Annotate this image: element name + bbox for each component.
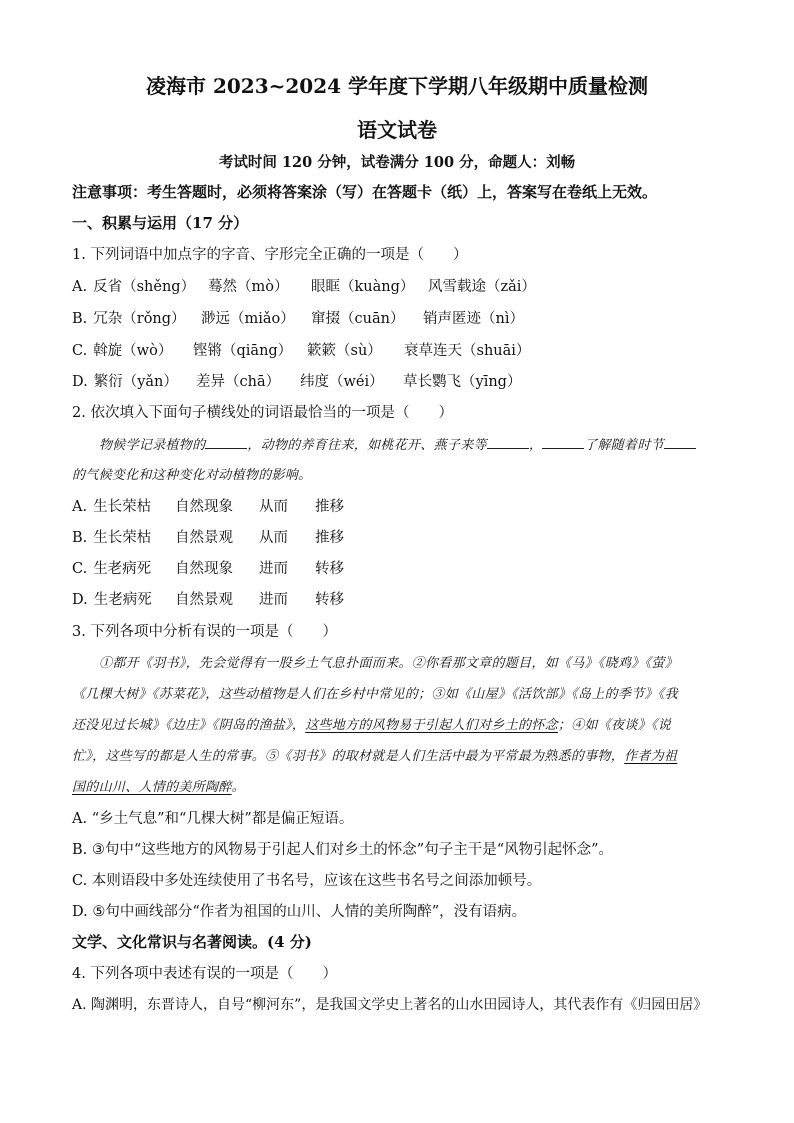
underlined-sentence: 国的山川、人情的美所陶醉 (72, 780, 232, 795)
q3-option-d: D. ⑤句中画线部分“作者为祖国的山川、人情的美所陶醉”，没有语病。 (72, 904, 527, 920)
q2-option-b-item: 自然景观 (175, 530, 233, 546)
q1-option-c-item: 簌簌（sù） (307, 343, 382, 359)
q1-option-b: B. 冗杂（rǒng） (72, 311, 186, 327)
q3-passage-line-4: 忙》，这些写的都是人生的常事。⑤《羽书》的取材就是人们生活中最为平常最为熟悉的事物，作者为祖 (72, 749, 678, 764)
q2-option-b-item: 推移 (315, 530, 344, 546)
q2-option-d: D. 生老病死 (72, 592, 152, 608)
question-3-stem: 3. 下列各项中分析有误的一项是（ ） (72, 624, 337, 640)
q2-option-b: B. 生长荣枯 (72, 530, 152, 546)
q2-option-a-item: 推移 (315, 499, 344, 515)
q1-option-c-item: 衰草连天（shuāi） (404, 343, 531, 359)
section-heading: 文学、文化常识与名著阅读。(4 分) (72, 933, 312, 951)
q3-option-a: A. “乡土气息”和“几棵大树”都是偏正短语。 (72, 811, 354, 827)
exam-subtitle: 语文试卷 (357, 118, 437, 142)
exam-info: 考试时间 120 分钟，试卷满分 100 分，命题人：刘畅 (218, 154, 576, 171)
q2-option-c: C. 生老病死 (72, 561, 152, 577)
exam-title: 凌海市 2023~2024 学年度下学期八年级期中质量检测 (145, 74, 648, 98)
q1-option-d-item: 纬度（wéi） (300, 374, 384, 390)
underlined-sentence: 作者为祖 (624, 749, 678, 764)
answer-blank (542, 436, 584, 449)
q2-passage-line-1: 物候学记录植物的 ，动物的养育往来，如桃花开、燕子来等 ， 了解随着时节 (99, 434, 696, 453)
q2-option-d-item: 进而 (259, 592, 288, 608)
q1-option-b-item: 窜掇（cuān） (311, 311, 405, 327)
underlined-sentence: 这些地方的风物易于引起人们对乡土的怀念 (305, 718, 558, 733)
notice-text: 注意事项：考生答题时，必须将答案涂（写）在答题卡（纸）上，答案写在卷纸上无效。 (72, 183, 658, 201)
q1-option-a-item: 眼眶（kuàng） (311, 279, 415, 295)
q2-passage-line-2: 的气候变化和这种变化对动植物的影响。 (72, 468, 312, 483)
q3-passage-line-5: 国的山川、人情的美所陶醉。 (72, 780, 245, 795)
q1-option-b-item: 销声匿迹（nì） (423, 311, 524, 327)
q3-option-c: C. 本则语段中多处连续使用了书名号，应该在这些书名号之间添加顿号。 (72, 873, 542, 889)
q1-option-a-item: 风雪载途（zǎi） (428, 279, 536, 295)
q2-option-a-item: 从而 (259, 499, 288, 515)
answer-blank (664, 436, 696, 449)
q3-passage-line-3: 还没见过长城》《边庄》《阴岛的渔盐》，这些地方的风物易于引起人们对乡土的怀念；④如《夜谈》《说 (72, 718, 672, 733)
q3-passage-line-1: ①都开《羽书》，先会觉得有一股乡土气息扑面而来。②你看那文章的题目，如《马》《晓鸡》《萤》 (99, 656, 679, 671)
q2-option-c-item: 进而 (259, 561, 288, 577)
answer-blank (205, 436, 247, 449)
q2-option-c-item: 转移 (315, 561, 344, 577)
q2-option-a-item: 自然现象 (175, 499, 233, 515)
q1-option-d: D. 繁衍（yǎn） (72, 374, 178, 390)
q2-option-d-item: 转移 (315, 592, 344, 608)
question-2-stem: 2. 依次填入下面句子横线处的词语最恰当的一项是（ ） (72, 405, 453, 421)
section-heading: 一、积累与运用（17 分） (72, 214, 249, 232)
q1-option-c-item: 铿锵（qiāng） (193, 343, 293, 359)
q1-option-d-item: 差异（chā） (196, 374, 281, 390)
question-1-stem: 1. 下列词语中加点字的字音、字形完全正确的一项是（ ） (72, 247, 468, 263)
q2-option-d-item: 自然景观 (175, 592, 233, 608)
q1-option-a-item: 蓦然（mò） (208, 279, 289, 295)
answer-blank (487, 436, 529, 449)
q1-option-c: C. 斡旋（wò） (72, 343, 173, 359)
q2-option-b-item: 从而 (259, 530, 288, 546)
q4-option-a: A. 陶渊明，东晋诗人，自号“柳河东”，是我国文学史上著名的山水田园诗人，其代表作有《归园田居》 (72, 997, 708, 1013)
q1-option-b-item: 渺远（miǎo） (201, 311, 295, 327)
q3-passage-line-2: 《几棵大树》《苏菜花》，这些动植物是人们在乡村中常见的；③如《山屋》《活饮部》《岛上的季节》《我 (72, 687, 678, 702)
q1-option-a: A. 反省（shěng） (72, 279, 196, 295)
q3-option-b: B. ③句中“这些地方的风物易于引起人们对乡土的怀念”句子主干是“风物引起怀念”。 (72, 842, 614, 858)
q1-option-d-item: 草长鹦飞（yīng） (403, 374, 522, 390)
question-4-stem: 4. 下列各项中表述有误的一项是（ ） (72, 966, 337, 982)
q2-option-a: A. 生长荣枯 (72, 499, 152, 515)
q2-option-c-item: 自然现象 (175, 561, 233, 577)
